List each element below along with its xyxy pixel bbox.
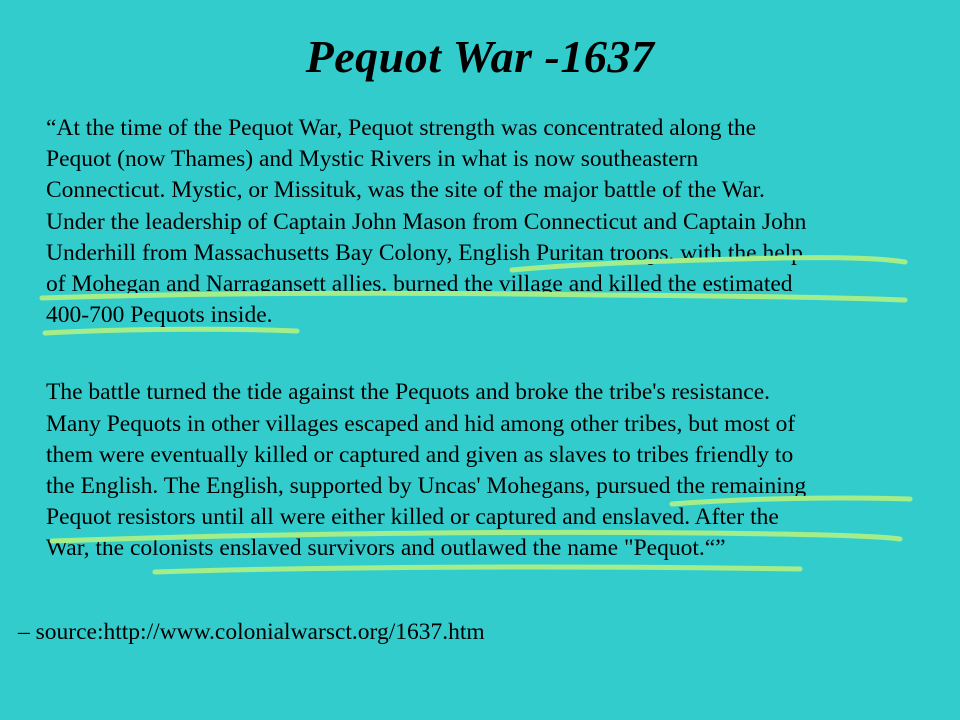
text-line: The battle turned the tide against the Pequots and broke the tribe's resistance.	[46, 379, 771, 406]
text-line: them were eventually killed or captured and given as slaves to tribes friendly to	[46, 441, 794, 468]
slide-title: Pequot War -1637	[305, 31, 655, 82]
text-line: War, the colonists enslaved survivors and outlawed the name "Pequot.“”	[46, 535, 726, 562]
text-line: Pequot resistors until all were either killed or captured and enslaved. After the	[46, 504, 779, 531]
source-citation: – source:http://www.colonialwarsct.org/1637.htm	[18, 619, 485, 645]
text-line: Under the leadership of Captain John Mason from Connecticut and Captain John	[46, 208, 807, 235]
text-line: Many Pequots in other villages escaped and hid among other tribes, but most of	[46, 410, 796, 437]
text-line: Connecticut. Mystic, or Missituk, was the site of the major battle of the War.	[46, 177, 765, 204]
text-line: Pequot (now Thames) and Mystic Rivers in what is now southeastern	[46, 146, 699, 173]
quote-text	[46, 113, 916, 565]
text-line: the English. The English, supported by Uncas' Mohegans, pursued the remaining	[46, 473, 807, 500]
hand-underline	[155, 567, 800, 572]
quote-paragraph-2	[46, 377, 916, 564]
text-line: “At the time of the Pequot War, Pequot strength was concentrated along the	[46, 115, 757, 141]
text-line: of Mohegan and Narragansett allies, burned the village and killed the estimated	[46, 271, 793, 298]
quote-paragraph-1	[46, 113, 916, 331]
text-line: 400-700 Pequots inside.	[46, 302, 273, 329]
text-line: Underhill from Massachusetts Bay Colony, English Puritan troops, with the help	[46, 239, 803, 266]
